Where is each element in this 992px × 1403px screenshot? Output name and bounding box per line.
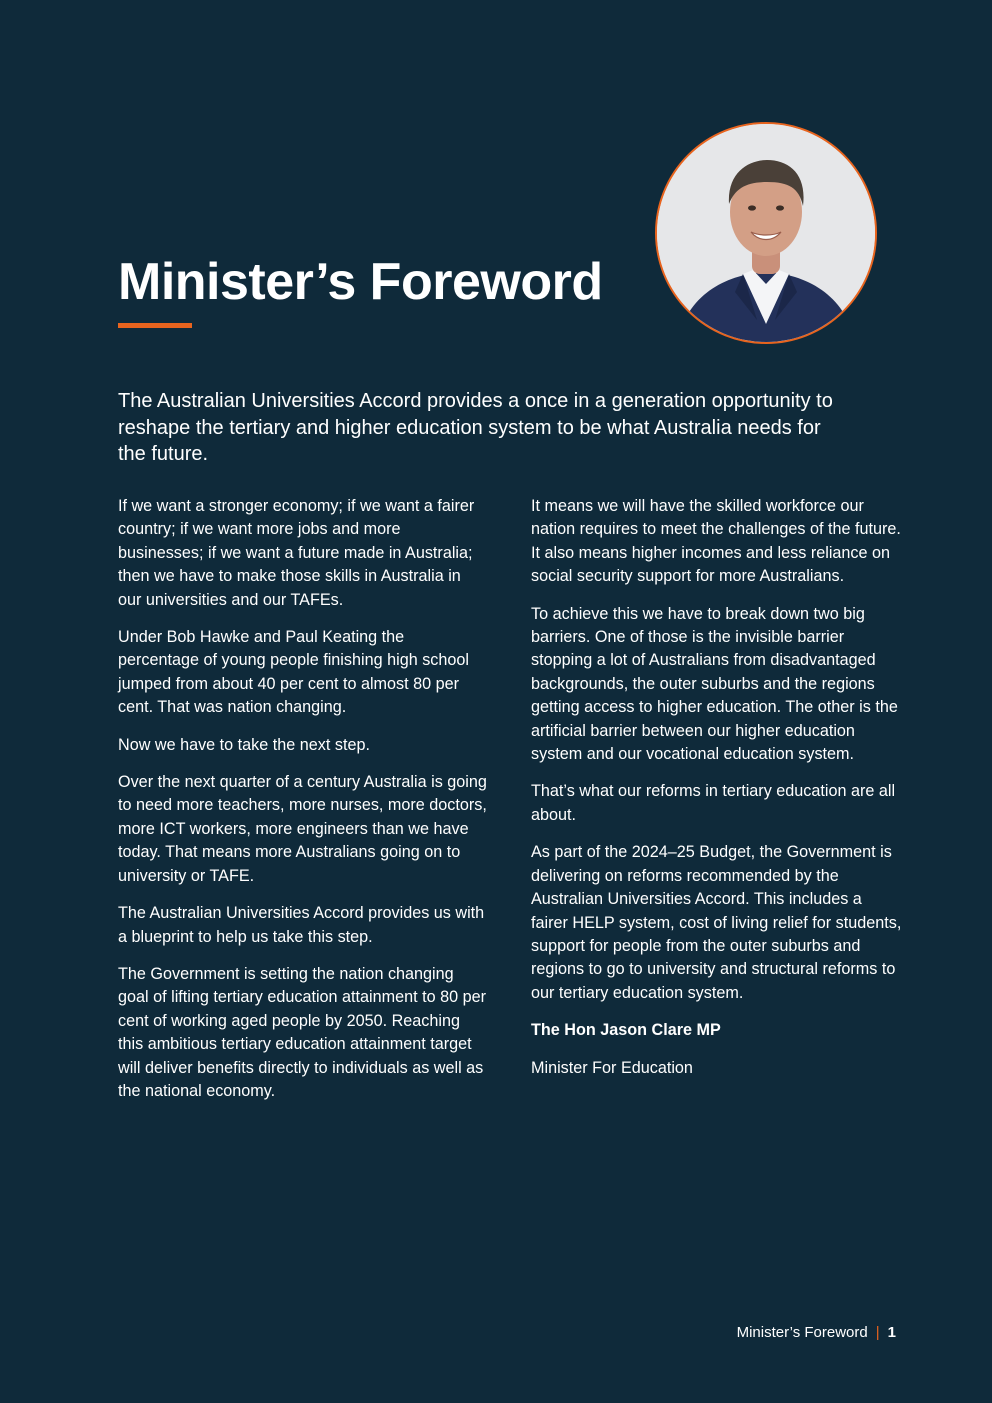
intro-paragraph: The Australian Universities Accord provides a once in a generation opportunity to reshape the tertiary and higher education system to be what Australia needs for the future. bbox=[118, 390, 833, 465]
footer-separator: | bbox=[875, 1324, 880, 1341]
body-paragraph: That’s what our reforms in tertiary education are all about. bbox=[531, 782, 896, 824]
signature-role: Minister For Education bbox=[531, 1058, 693, 1077]
signature-name: The Hon Jason Clare MP bbox=[531, 1021, 721, 1040]
page-title: Minister’s Foreword bbox=[118, 253, 603, 311]
portrait-photo-icon bbox=[657, 124, 875, 342]
title-underline bbox=[118, 323, 192, 328]
body-paragraph: Over the next quarter of a century Australia is going to need more teachers, more nurses, more doctors, more ICT workers, more engineers than we have today. That means more Australians going on to university or TAFE. bbox=[118, 773, 487, 885]
body-paragraph: If we want a stronger economy; if we want a fairer country; if we want more jobs and more businesses; if we want a future made in Australia; then we have to make those skills in Australia in our universities and our TAFEs. bbox=[118, 497, 475, 609]
right-column bbox=[531, 495, 903, 1094]
footer-section-label: Minister’s Foreword bbox=[736, 1324, 868, 1341]
left-column bbox=[118, 495, 488, 1117]
minister-portrait bbox=[655, 122, 877, 344]
body-paragraph: The Australian Universities Accord provides us with a blueprint to help us take this step. bbox=[118, 904, 485, 946]
body-paragraph: It means we will have the skilled workforce our nation requires to meet the challenges of the future. It also means higher incomes and less reliance on social security support for more Australians. bbox=[531, 497, 901, 586]
body-paragraph: Now we have to take the next step. bbox=[118, 735, 370, 754]
body-paragraph: Under Bob Hawke and Paul Keating the percentage of young people finishing high school jumped from about 40 per cent to almost 80 per cent. That was nation changing. bbox=[118, 628, 469, 717]
body-paragraph: To achieve this we have to break down two big barriers. One of those is the invisible barrier stopping a lot of Australians from disadvantaged backgrounds, the outer suburbs and the regions getting access to higher education. The other is the artificial barrier between our higher education system and our vocational education system. bbox=[531, 604, 898, 764]
body-paragraph: The Government is setting the nation changing goal of lifting tertiary education attainment to 80 per cent of working aged people by 2050. Reaching this ambitious tertiary education attainment target will deliver benefits directly to individuals as well as the national economy. bbox=[118, 964, 487, 1100]
page-number: 1 bbox=[887, 1324, 896, 1341]
page-footer bbox=[737, 1323, 896, 1343]
body-paragraph: As part of the 2024–25 Budget, the Government is delivering on reforms recommended by the Australian Universities Accord. This includes a fairer HELP system, cost of living relief for students, support for people from the outer suburbs and regions to go to university and structural reforms to our tertiary education system. bbox=[531, 843, 902, 1002]
